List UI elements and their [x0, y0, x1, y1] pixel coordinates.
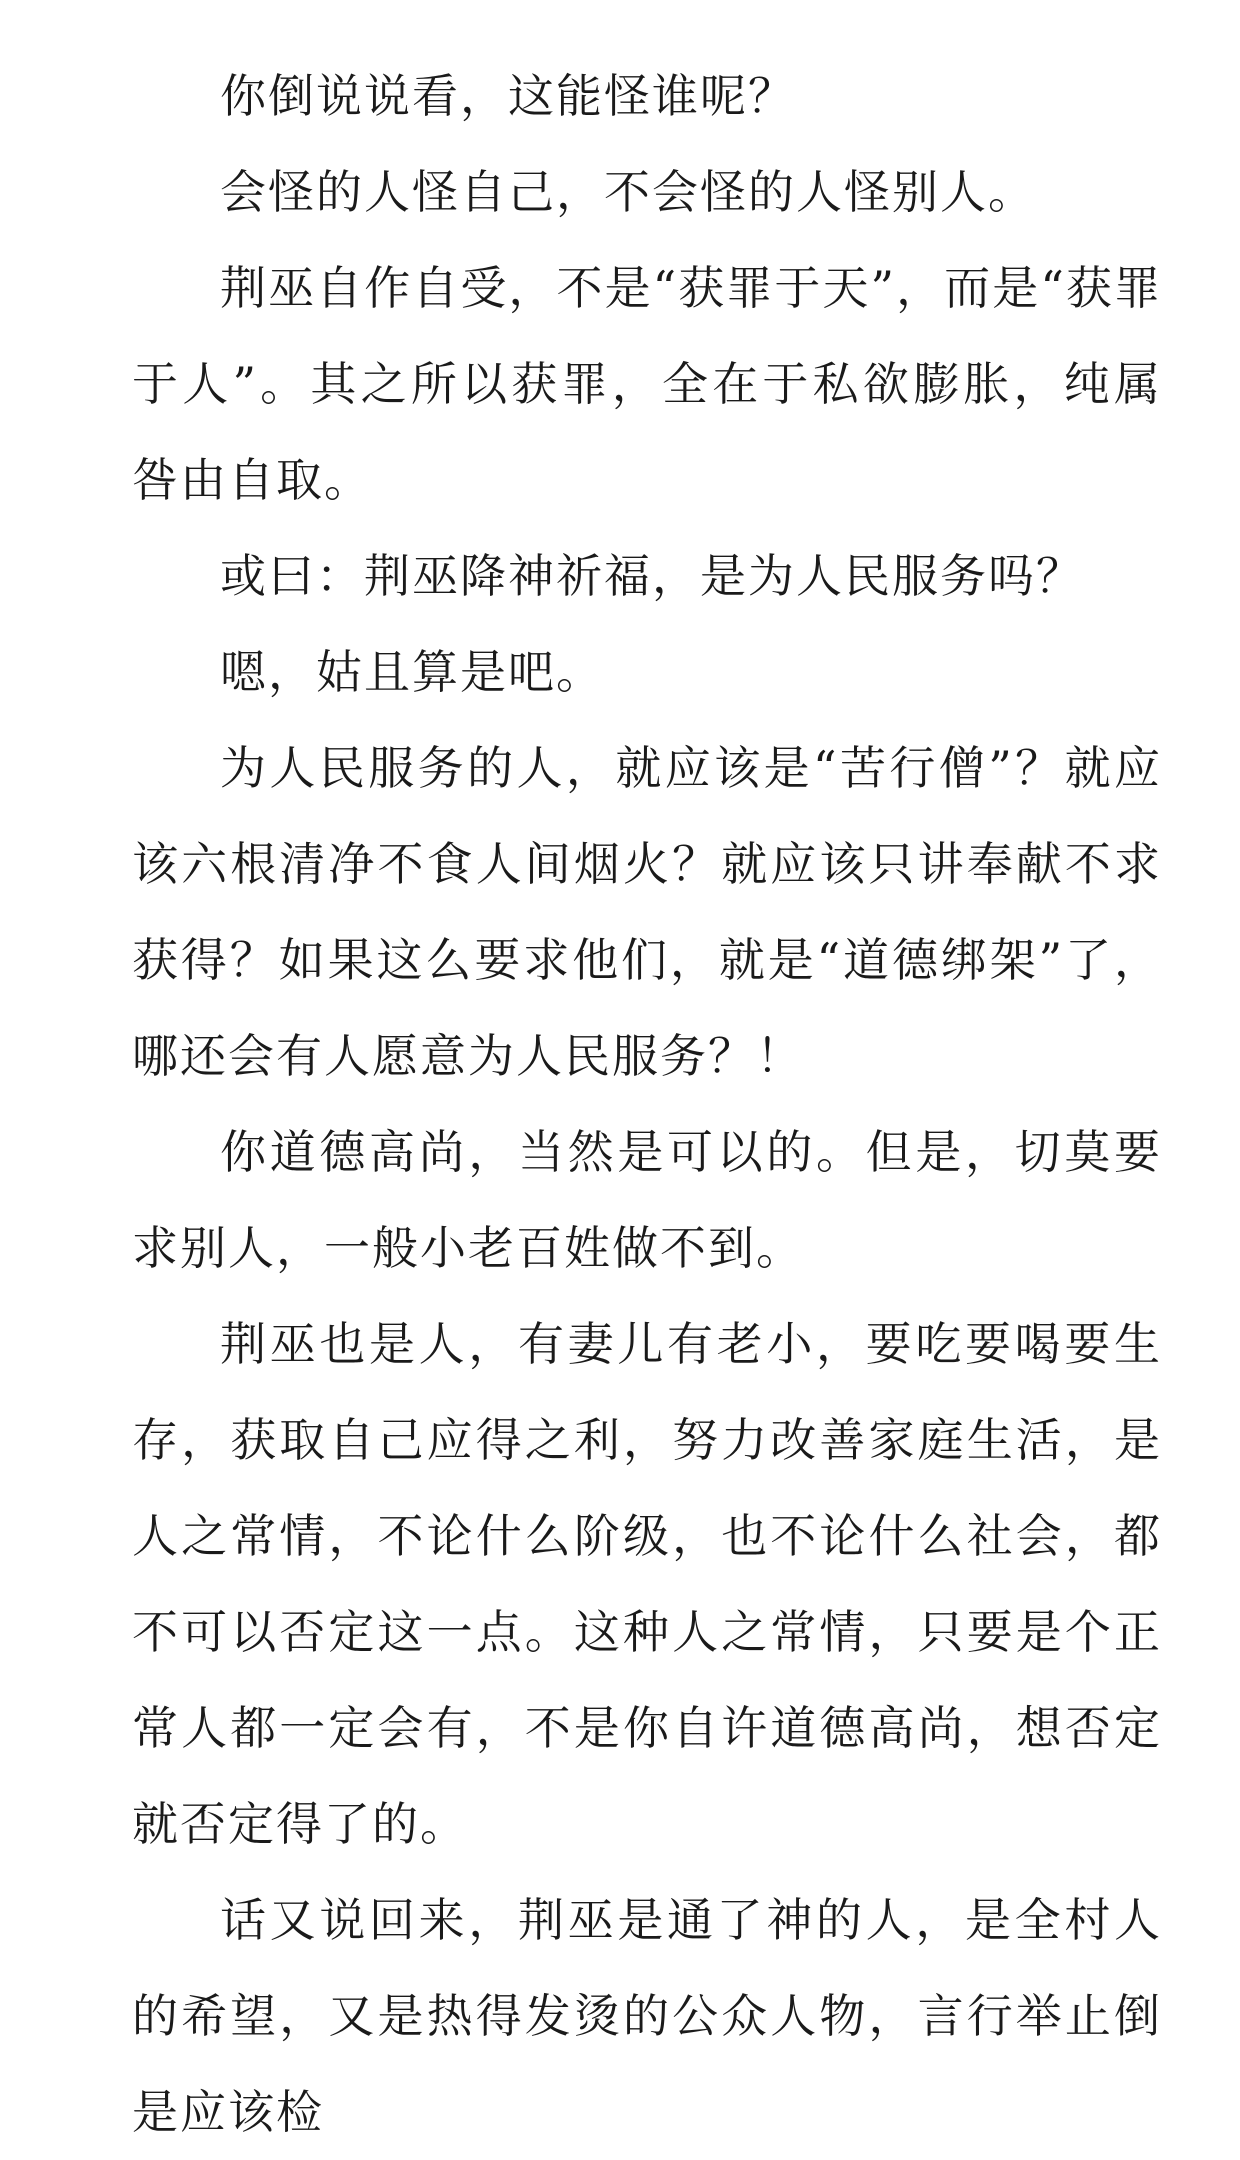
paragraph: 或曰：荆巫降神祈福，是为人民服务吗？: [220, 549, 1084, 603]
paragraph: 嗯，姑且算是吧。: [220, 645, 604, 699]
paragraph: 会怪的人怪自己，不会怪的人怪别人。: [220, 165, 1036, 219]
document-body: [132, 48, 1162, 2160]
paragraph: 你道德高尚，当然是可以的。但是，切莫要求别人，一般小老百姓做不到。: [132, 1125, 1162, 1275]
paragraph: 荆巫也是人，有妻儿有老小，要吃要喝要生存，获取自己应得之利，努力改善家庭生活，是人之常情，不论什么阶级，也不论什么社会，都不可以否定这一点。这种人之常情，只要是个正常人都一定会有，不是你自许道德高尚，想否定就否定得了的。: [132, 1317, 1162, 1851]
paragraph: 荆巫自作自受，不是“获罪于天”，而是“获罪于人”。其之所以获罪，全在于私欲膨胀，纯属咎由自取。: [132, 261, 1162, 507]
paragraph: 为人民服务的人，就应该是“苦行僧”？就应该六根清净不食人间烟火？就应该只讲奉献不求获得？如果这么要求他们，就是“道德绑架”了，哪还会有人愿意为人民服务？！: [132, 741, 1162, 1083]
paragraph: 你倒说说看，这能怪谁呢？: [220, 69, 796, 123]
paragraph: 话又说回来，荆巫是通了神的人，是全村人的希望，又是热得发烫的公众人物，言行举止倒是应该检: [132, 1893, 1162, 2139]
